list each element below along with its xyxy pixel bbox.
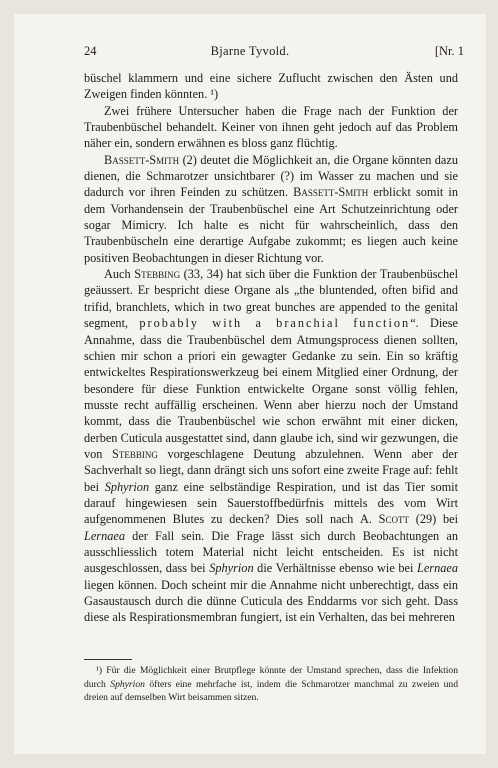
page: [14, 14, 486, 754]
issue-number: [Nr. 1: [434, 44, 464, 58]
running-title-author: Bjarne Tyvold.: [210, 44, 290, 58]
footnote-separator: [84, 659, 132, 660]
paragraph-2: Zwei frühere Untersucher haben die Frage nach der Funktion der Traubenbüschel behandelt. Keiner von ihnen geht jedoch auf das Problem näher ein, sondern erwähnen es bloss ganz flüchtig.: [84, 103, 458, 151]
body-text: [84, 70, 458, 626]
running-header: [14, 44, 486, 60]
paragraph-4: Auch Stebbing (33, 34) hat sich über die Funktion der Traubenbüschel geäussert. Er bespricht diese Organe als „the bluntended, often bifid and trifid, branchlets, which in two great bunches are appended to the genital segment, probably with a branchial function“. Diese Annahme, dass die Traubenbüschel dem Atmungsprocess dienen sollten, schien mir schon a priori ein gewagter Gedanke zu sein. Ein so kräftig entwickeltes Respirationswerkzeug bei einem Mitglied einer Ordnung, der besondere für diese Funktion entwickelte Organe sonst völlig fehlen, musste recht auffällig erscheinen. Wenn aber hierzu noch der Umstand kommt, dass die Traubenbüschel wie schon erwähnt mit einer dicken, derben Cuticula ausgestattet sind, dann glaube ich, sind wir gezwungen, die von Stebbing vorgeschlagene Deutung abzulehnen. Wenn aber der Sachverhalt so liegt, dann drängt sich uns sofort eine zweite Frage auf: fehlt bei Sphyrion ganz eine selbständige Respiration, und ist das Tier somit darauf hingewiesen sein Sauerstoffbedürfnis mittels des vom Wirt aufgenommenen Blutes zu decken? Dies soll nach A. Scott (29) bei Lernaea der Fall sein. Die Frage lässt sich durch Beobachtungen an ausschliesslich totem Material nicht leicht entscheiden. Es ist nicht ausgeschlossen, dass bei Sphyrion die Verhältnisse ebenso wie bei Lernaea liegen können. Doch scheint mir die Annahme nicht unberechtigt, dass ein Gasaustausch durch die dünne Cuticula des Enddarms vor sich geht. Dass diese als Respirationsmembran fungiert, ist ein Verhalten, das bei mehreren: [84, 267, 458, 625]
page-number: 24: [84, 44, 97, 58]
paragraph-1: büschel klammern und eine sichere Zuflucht zwischen den Ästen und Zweigen finden könnten. ¹): [84, 71, 458, 102]
footnote: [84, 664, 458, 705]
paragraph-3: Bassett-Smith (2) deutet die Möglichkeit an, die Organe könnten dazu dienen, die Schmarotzer unsichtbarer (?) im Wasser zu machen und sie dadurch vor ihren Feinden zu schützen. Bassett-Smith erblickt somit in dem Vorhandensein der Traubenbüschel eine Art Schutzeinrichtung oder sogar Mimicry. Ich halte es nicht für wahrscheinlich, dass den Traubenbüscheln eine derartige Aufgabe zukommt; es liegen auch keine positiven Beobachtungen in dieser Richtung vor.: [84, 152, 458, 265]
footnote-1: ¹) Für die Möglichkeit einer Brutpflege könnte der Umstand sprechen, dass die Infektion durch Sphyrion öfters eine mehrfache ist, indem die Schmarotzer manchmal zu zweien und dreien auf demselben Wirt beisammen sitzen.: [84, 665, 458, 703]
